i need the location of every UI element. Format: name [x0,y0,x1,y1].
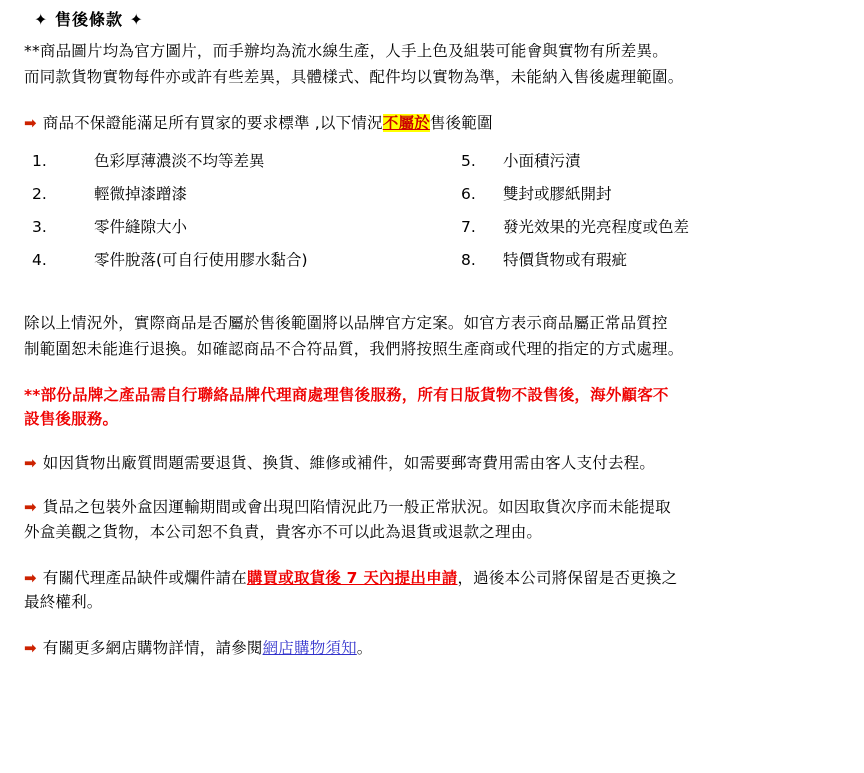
list-item [461,182,850,206]
list-item-number: 2. [32,185,47,204]
agent-notice-prefix: 有關代理產品缺件或爛件請在 [42,568,247,587]
spacer [24,281,850,311]
list-item-label: 發光效果的光亮程度或色差 [503,218,690,237]
list-item-number: 7. [461,218,476,237]
list-item-number: 4. [32,251,47,270]
agent-notice-highlight: 購買或取貨後 7 天內提出申請 [246,568,458,587]
list-item-label: 零件脫落(可自行使用膠水黏合) [94,251,308,270]
agent-notice-suffix: ，過後本公司將保留是否更換之 [457,568,678,587]
red-notice-line-1: **部份品牌之產品需自行聯絡品牌代理商處理售後服務，所有日版貨物不設售後，海外顧客不 [24,386,669,405]
bullet-packaging-line-2: 外盒美觀之貨物，本公司恕不負責，貴客亦不可以此為退貨或退款之理由。 [24,522,543,541]
arrow-icon: ➡ [24,568,37,587]
spacer [24,616,850,636]
bullet-packaging [24,495,850,519]
arrow-icon: ➡ [24,454,37,473]
policy-paragraph [24,311,850,361]
list-item-label: 輕微掉漆蹭漆 [94,185,188,204]
list-item [461,248,850,272]
footer-shopping-guide [24,636,850,660]
list-item-label: 小面積污漬 [503,152,581,171]
list-item-label: 雙封或膠紙開封 [503,185,612,204]
list-item-number: 6. [461,185,476,204]
arrow-icon: ➡ [24,638,37,657]
red-notice-line-2: 設售後服務。 [24,410,119,429]
exclusion-list [24,149,850,281]
notice-prefix: 商品不保證能滿足所有買家的要求標準 ,以下情況 [42,113,383,132]
intro-block [24,39,850,89]
spacer [24,546,850,566]
bullet-agent-claim [24,566,850,590]
notice-not-covered [24,111,850,135]
list-item [461,215,850,239]
red-notice-block [24,383,850,431]
exclusion-column-left [24,149,437,281]
spacer [24,91,850,111]
list-item [32,215,437,239]
footer-prefix: 有關更多網店購物詳情，請參閱 [42,638,263,657]
list-item-number: 8. [461,251,476,270]
list-item-number: 1. [32,152,47,171]
exclusion-column-right [437,149,850,281]
list-item [32,182,437,206]
list-item [32,149,437,173]
footer-suffix: 。 [356,638,373,657]
intro-line-2: 而同款貨物實物每件亦或許有些差異，具體樣式、配件均以實物為準，未能納入售後處理範圍。 [24,67,684,86]
list-item [32,248,437,272]
list-item-label: 零件縫隙大小 [94,218,188,237]
page-title: ✦ 售後條款 ✦ [34,10,144,29]
spacer [24,363,850,383]
list-item-label: 特價貨物或有瑕疵 [503,251,628,270]
bullet-text: 如因貨物出廠質問題需要退貨、換貨、維修或補件，如需要郵寄費用需由客人支付去程。 [42,454,656,473]
bullet-shipping-fee [24,451,850,475]
notice-highlight: 不屬於 [382,113,430,132]
policy-line-1: 除以上情況外，實際商品是否屬於售後範圍將以品牌官方定案。如官方表示商品屬正常品質控 [24,314,668,333]
bullet-text: 貨品之包裝外盒因運輸期間或會出現凹陷情況此乃一般正常狀況。如因取貨次序而未能提取 [42,498,671,517]
arrow-icon: ➡ [24,498,37,517]
intro-line-1: **商品圖片均為官方圖片，而手辦均為流水線生產，人手上色及組裝可能會與實物有所差異。 [24,41,668,60]
shopping-guide-link[interactable]: 網店購物須知 [262,638,357,657]
spacer [24,475,850,495]
policy-line-2: 制範圍恕未能進行退換。如確認商品不合符品質，我們將按照生產商或代理的指定的方式處理。 [24,340,684,359]
spacer [24,431,850,451]
list-item-number: 3. [32,218,47,237]
arrow-icon: ➡ [24,113,37,132]
list-item [461,149,850,173]
list-item-label: 色彩厚薄濃淡不均等差異 [94,152,265,171]
list-item-number: 5. [461,152,476,171]
notice-suffix: 售後範圍 [429,113,493,132]
agent-notice-line-2: 最終權利。 [24,592,103,611]
